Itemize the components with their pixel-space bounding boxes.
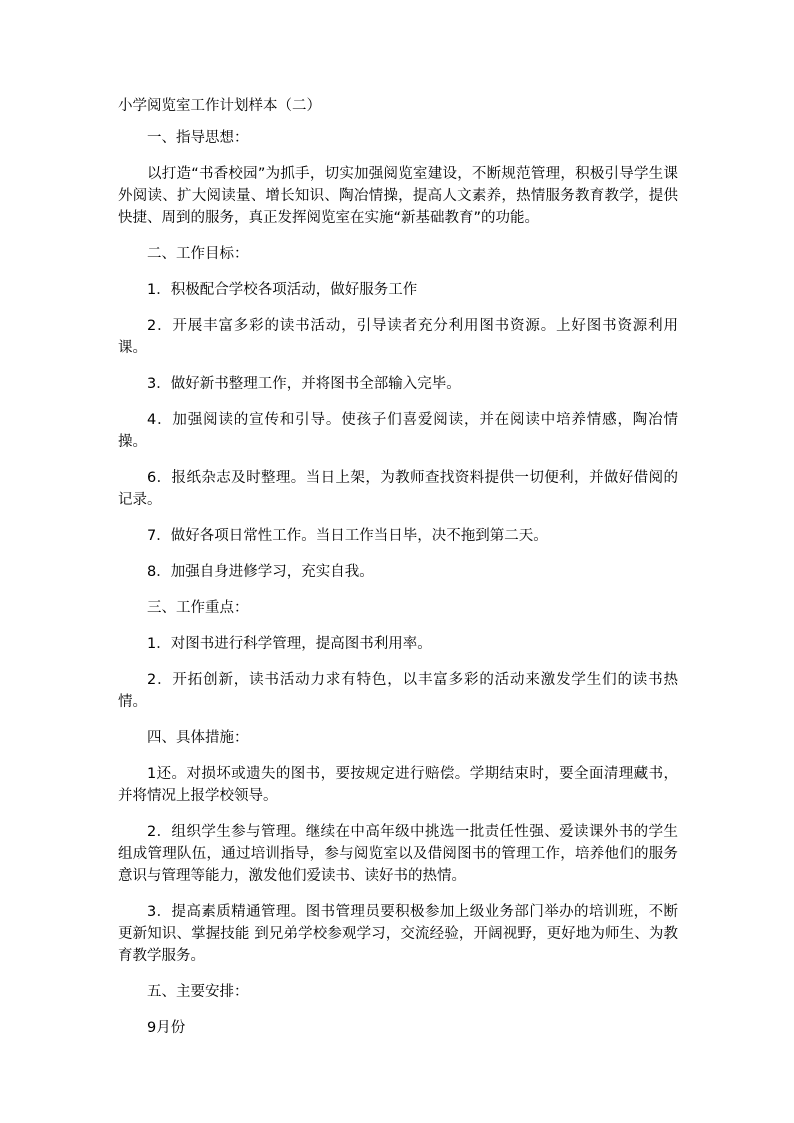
paragraph: 3．做好新书整理工作，并将图书全部输入完毕。 [147, 376, 461, 392]
paragraph: 3．提高素质精通管理。图书管理员要积极参加上级业务部门举办的培训班，不断更新知识、掌握技能 到兄弟学校参观学习，交流经验，开阔视野，更好地为师生、为教育教学服务。 [118, 904, 678, 964]
paragraph: 1．积极配合学校各项活动，做好服务工作 [147, 282, 418, 298]
document-body [118, 93, 678, 1053]
paragraph: 4．加强阅读的宣传和引导。使孩子们喜爱阅读，并在阅读中培养情感，陶冶情操。 [118, 412, 678, 450]
paragraph: 二、工作目标： [147, 246, 249, 262]
paragraph: 2．开展丰富多彩的读书活动，引导读者充分利用图书资源。上好图书资源利用课。 [118, 318, 678, 356]
paragraph: 1．对图书进行科学管理，提高图书利用率。 [147, 636, 432, 652]
paragraph: 一、指导思想： [147, 130, 249, 146]
paragraph: 7．做好各项日常性工作。当日工作当日毕，决不拖到第二天。 [147, 528, 548, 544]
document-title: 小学阅览室工作计划样本（二） [118, 98, 321, 114]
paragraph: 以打造“书香校园”为抓手，切实加强阅览室建设，不断规范管理，积极引导学生课外阅读、扩大阅读量、增长知识、陶冶情操，提高人文素养，热情服务教育教学，提供快捷、周到的服务，真正发挥阅览室在实施“新基础教育”的功能。 [118, 166, 678, 226]
paragraph: 1还。对损坏或遗失的图书，要按规定进行赔偿。学期结束时，要全面清理藏书，并将情况上报学校领导。 [118, 766, 678, 804]
paragraph: 四、具体措施： [147, 730, 249, 746]
paragraph: 8．加强自身进修学习，充实自我。 [147, 564, 374, 580]
paragraph: 6．报纸杂志及时整理。当日上架，为教师查找资料提供一切便利，并做好借阅的记录。 [118, 470, 678, 508]
paragraph: 9月份 [147, 1020, 186, 1036]
paragraph: 五、主要安排： [147, 984, 249, 1000]
paragraph-list [118, 127, 678, 1039]
paragraph: 2．开拓创新，读书活动力求有特色，以丰富多彩的活动来激发学生们的读书热情。 [118, 672, 678, 710]
paragraph: 三、工作重点： [147, 600, 249, 616]
paragraph: 2．组织学生参与管理。继续在中高年级中挑选一批责任性强、爱读课外书的学生组成管理队伍，通过培训指导，参与阅览室以及借阅图书的管理工作，培养他们的服务意识与管理等能力，激发他们爱读书、读好书的热情。 [118, 824, 678, 884]
